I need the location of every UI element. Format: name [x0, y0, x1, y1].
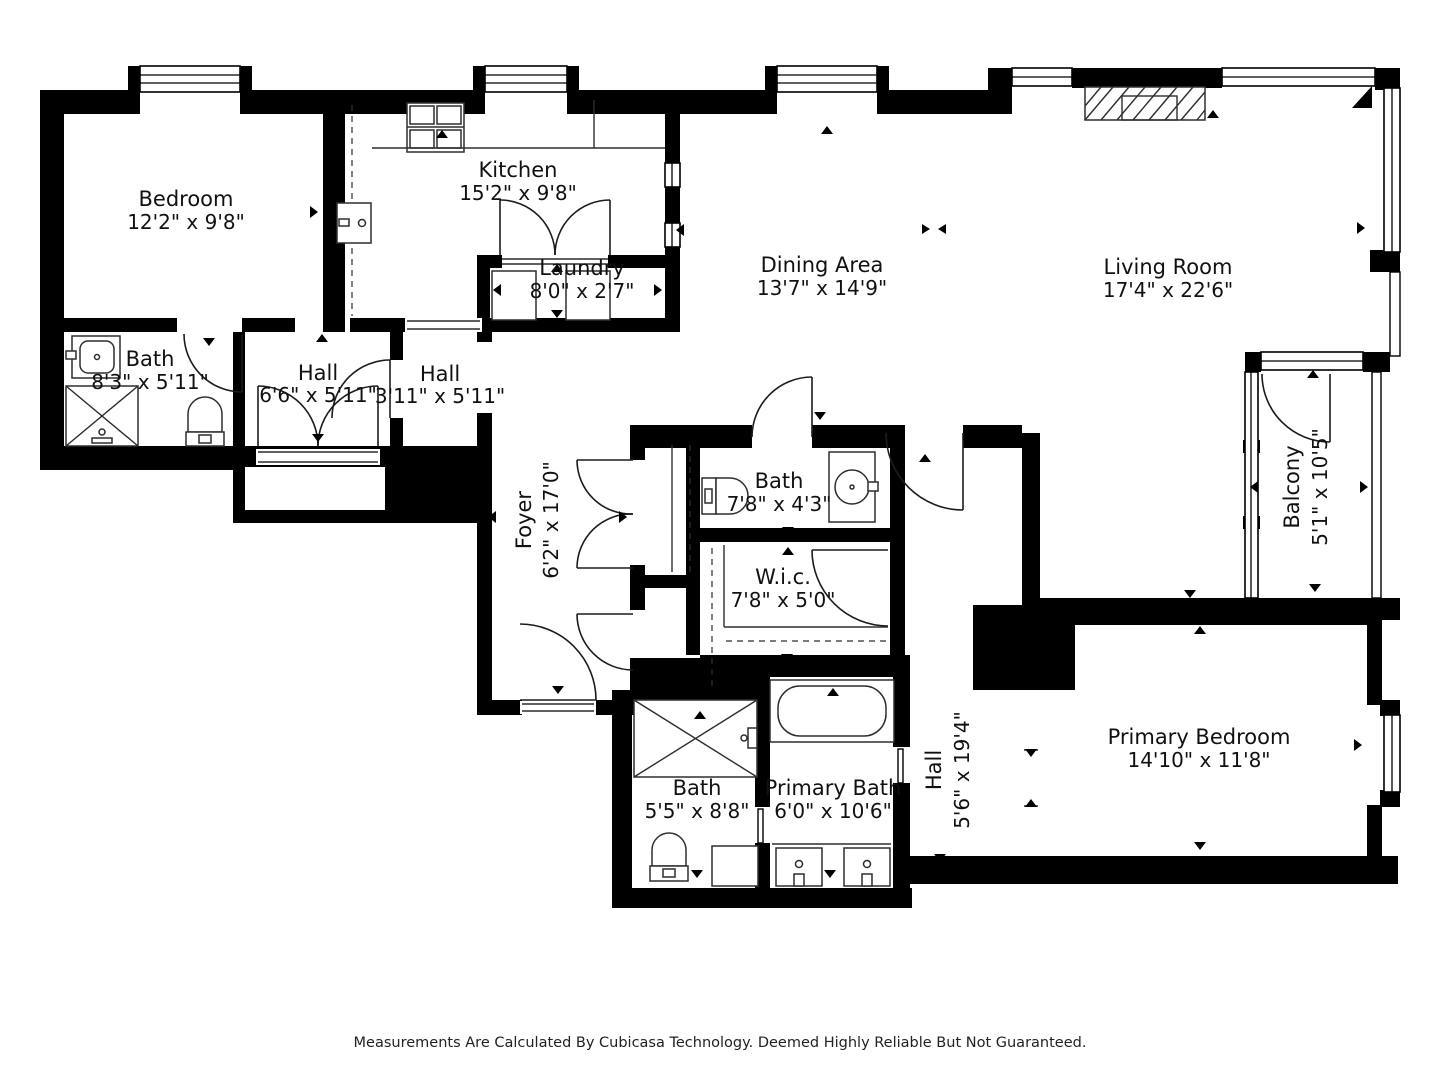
svg-text:12'2" x 9'8": 12'2" x 9'8" — [127, 210, 245, 234]
window-icon — [1261, 352, 1363, 370]
bathtub-icon — [770, 680, 894, 742]
svg-text:17'4" x 22'6": 17'4" x 22'6" — [1102, 278, 1234, 302]
kitchen-sink-icon — [337, 203, 371, 243]
door-swing-icon — [555, 200, 610, 255]
disclaimer-text: Measurements Are Calculated By Cubicasa Technology. Deemed Highly Reliable But Not Guaranteed. — [353, 1035, 1087, 1051]
window-icon — [777, 66, 877, 92]
svg-text:5'1" x 10'5": 5'1" x 10'5" — [1308, 428, 1332, 546]
svg-text:6'0" x 10'6": 6'0" x 10'6" — [774, 799, 892, 823]
window-icon — [665, 163, 680, 187]
door-swing-icon — [500, 200, 555, 255]
svg-text:Laundry: Laundry — [539, 256, 625, 280]
door-swing-icon — [577, 514, 633, 568]
balcony-rail — [1372, 372, 1381, 598]
window-icon — [1384, 88, 1400, 252]
svg-text:7'8" x 5'0": 7'8" x 5'0" — [730, 588, 836, 612]
svg-text:Bath: Bath — [125, 347, 175, 371]
wall-thin — [1390, 272, 1400, 356]
room-label-bath-3 — [645, 776, 750, 823]
room-label-wic — [731, 565, 836, 612]
svg-text:8'0" x 2'7": 8'0" x 2'7" — [529, 279, 635, 303]
svg-text:5'5" x 8'8": 5'5" x 8'8" — [644, 799, 750, 823]
window-icon — [1012, 68, 1072, 86]
svg-text:6'6" x 5'11": 6'6" x 5'11" — [259, 383, 377, 407]
room-label-primary-bedroom — [1108, 725, 1291, 772]
svg-text:3'11" x 5'11": 3'11" x 5'11" — [374, 384, 506, 408]
svg-text:13'7" x 14'9": 13'7" x 14'9" — [756, 276, 888, 300]
svg-text:6'2" x 17'0": 6'2" x 17'0" — [539, 461, 563, 579]
svg-text:W.i.c.: W.i.c. — [755, 565, 811, 589]
room-label-hall-2 — [375, 362, 505, 408]
room-label-living-room — [1103, 255, 1233, 302]
svg-text:Bedroom: Bedroom — [138, 187, 234, 211]
shower-icon — [634, 700, 757, 777]
room-label-balcony — [1280, 428, 1332, 546]
svg-text:5'6" x 19'4": 5'6" x 19'4" — [950, 711, 974, 829]
room-label-dining-area — [757, 253, 887, 300]
door-swing-icon — [577, 460, 633, 514]
room-label-foyer — [512, 461, 563, 579]
svg-text:7'8" x 4'3": 7'8" x 4'3" — [726, 492, 832, 516]
svg-text:Hall: Hall — [922, 749, 946, 791]
svg-text:Hall: Hall — [297, 361, 339, 385]
door-swing-icon — [752, 377, 812, 437]
svg-text:Bath: Bath — [754, 469, 804, 493]
svg-text:Bath: Bath — [672, 776, 722, 800]
bathroom-sink-icon — [829, 452, 878, 522]
room-label-bath-2 — [727, 469, 832, 516]
svg-text:Foyer: Foyer — [512, 490, 536, 550]
toilet-icon — [650, 833, 688, 881]
window-icon — [1384, 715, 1400, 792]
svg-text:Dining Area: Dining Area — [760, 253, 884, 277]
room-label-kitchen — [459, 158, 577, 205]
svg-text:14'10" x 11'8": 14'10" x 11'8" — [1127, 748, 1271, 772]
toilet-icon — [186, 397, 224, 446]
double-vanity-icon — [776, 848, 890, 886]
svg-text:Primary Bedroom: Primary Bedroom — [1107, 725, 1291, 749]
window-icon — [665, 223, 680, 247]
svg-text:8'3" x 5'11": 8'3" x 5'11" — [91, 370, 209, 394]
shower-icon — [66, 386, 138, 446]
room-label-primary-bath — [765, 776, 902, 823]
room-label-bedroom — [127, 187, 245, 234]
window-icon — [485, 66, 567, 92]
room-label-laundry — [530, 256, 635, 303]
vanity-icon — [712, 846, 758, 886]
pocket-door — [758, 809, 763, 843]
svg-text:Kitchen: Kitchen — [478, 158, 558, 182]
stove-icon — [407, 103, 464, 152]
window-icon — [1222, 68, 1375, 86]
svg-text:Primary Bath: Primary Bath — [764, 776, 902, 800]
svg-text:Hall: Hall — [419, 362, 461, 386]
room-label-hall-3 — [922, 711, 974, 829]
svg-text:Balcony: Balcony — [1280, 445, 1304, 529]
svg-text:Living Room: Living Room — [1103, 255, 1233, 279]
radiator-icon — [1085, 87, 1205, 120]
window-icon — [140, 66, 240, 92]
svg-text:15'2" x 9'8": 15'2" x 9'8" — [459, 181, 577, 205]
